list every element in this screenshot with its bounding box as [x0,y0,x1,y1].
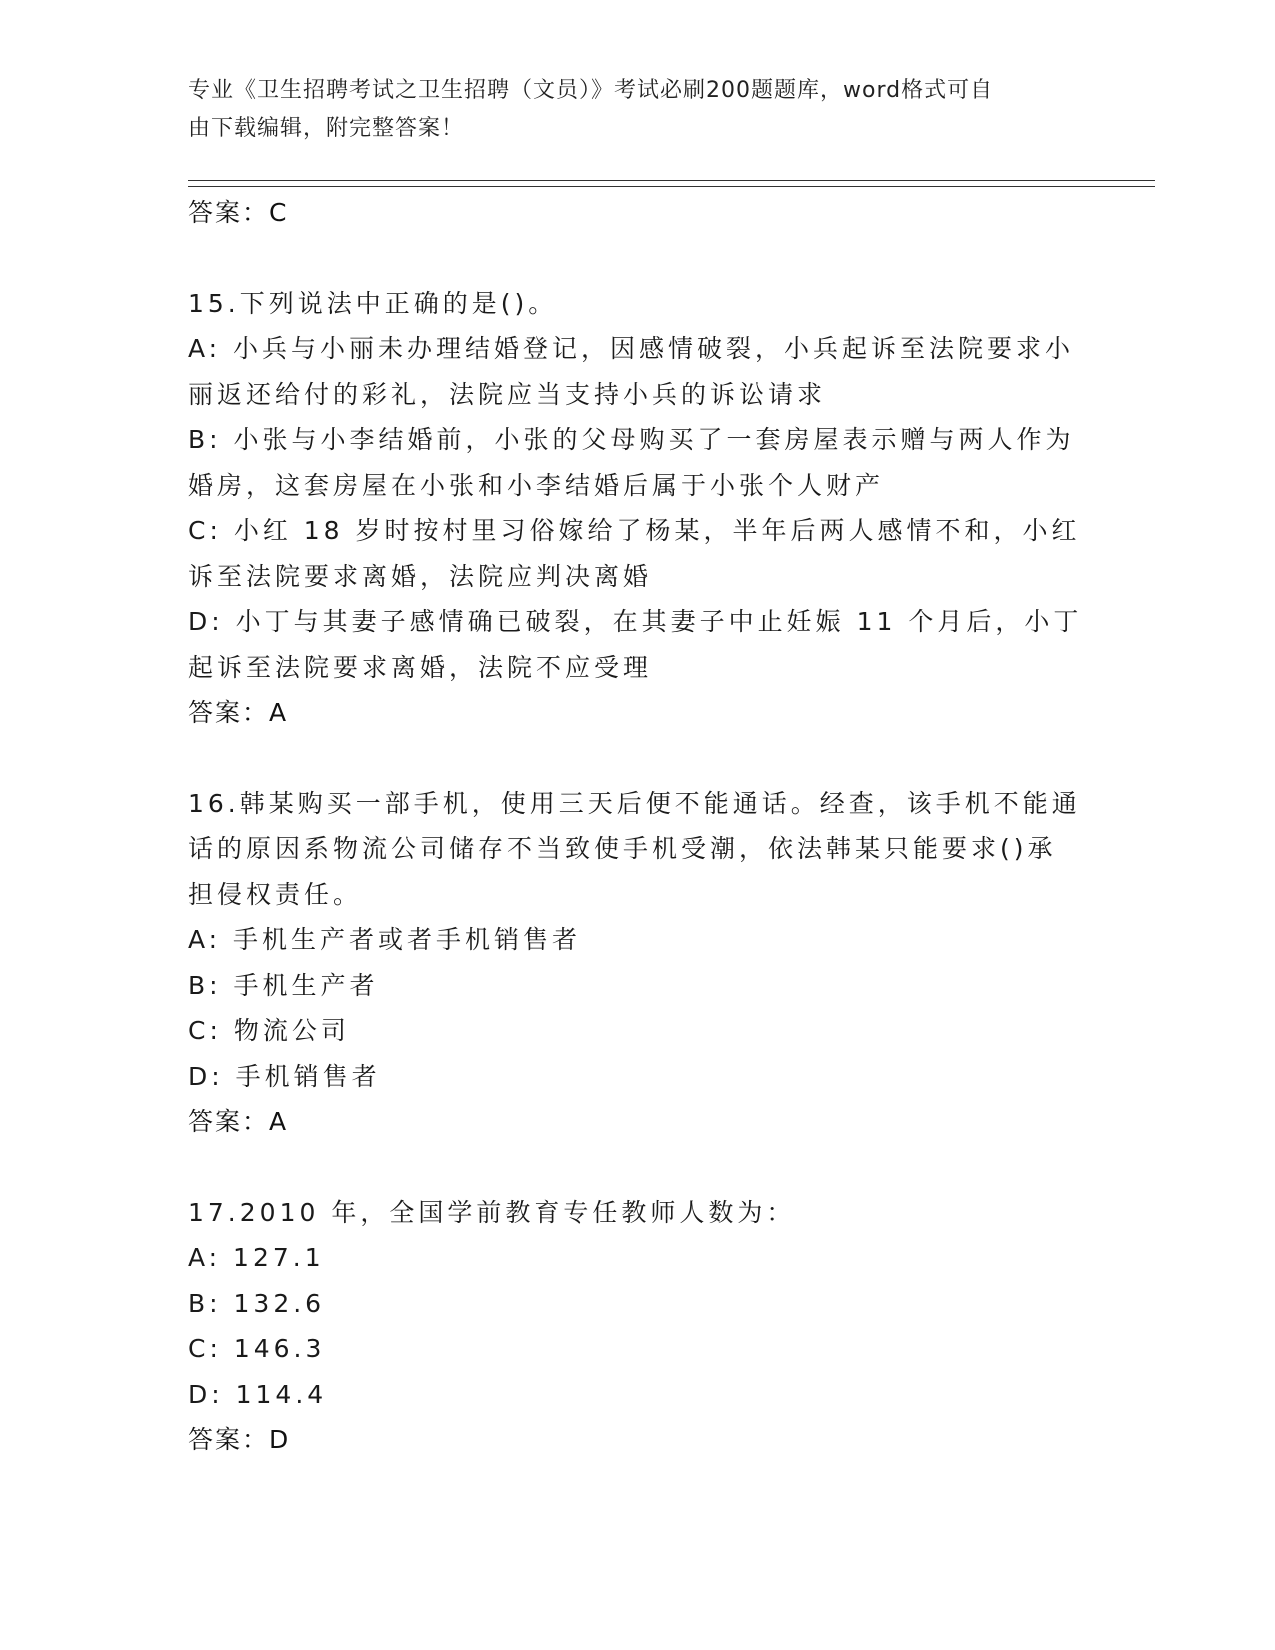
option-text: 婚房，这套房屋在小张和小李结婚后属于小张个人财产 [188,470,885,500]
option-d [188,599,1088,690]
header-line-1: 专业《卫生招聘考试之卫生招聘（文员）》考试必刷200题题库，word格式可自 [188,78,994,103]
answer-line: 答案：C [188,198,289,227]
question-stem: 话的原因系物流公司储存不当致使手机受潮，依法韩某只能要求()承 [188,834,1057,863]
option-b: B: 手机生产者 [188,970,379,1000]
option-a: A: 127.1 [188,1243,325,1272]
question-17 [188,1190,1088,1463]
option-c [188,508,1088,599]
option-a [188,326,1088,417]
option-d: D: 114.4 [188,1379,328,1409]
question-15 [188,281,1088,736]
spacer [188,1145,1088,1190]
answer-line: 答案：A [188,698,289,727]
option-text: 诉至法院要求离婚，法院应判决离婚 [188,561,653,591]
option-text: 丽返还给付的彩礼，法院应当支持小兵的诉讼请求 [188,379,827,409]
option-text: C: 小红 18 岁时按村里习俗嫁给了杨某，半年后两人感情不和，小红 [188,516,1081,545]
option-c: C: 物流公司 [188,1016,350,1045]
option-text: 起诉至法院要求离婚，法院不应受理 [188,652,653,682]
header-divider [188,180,1155,187]
header-line-2: 由下载编辑，附完整答案！ [188,116,465,141]
question-stem: 担侵权责任。 [188,879,363,909]
spacer [188,736,1088,781]
option-text: B: 小张与小李结婚前，小张的父母购买了一套房屋表示赠与两人作为 [188,425,1075,454]
option-text: A: 小兵与小丽未办理结婚登记，因感情破裂，小兵起诉至法院要求小 [188,334,1075,363]
answer-line: 答案：D [188,1425,291,1454]
question-stem: 16.韩某购买一部手机，使用三天后便不能通话。经查，该手机不能通 [188,788,1081,818]
option-b: B: 132.6 [188,1288,326,1318]
option-text: D: 小丁与其妻子感情确已破裂，在其妻子中止妊娠 11 个月后，小丁 [188,607,1083,636]
option-c: C: 146.3 [188,1334,326,1363]
document-body [188,190,1088,1463]
option-a: A: 手机生产者或者手机销售者 [188,925,582,954]
option-d: D: 手机销售者 [188,1061,381,1091]
answer-line: 答案：A [188,1107,289,1136]
question-stem: 17.2010 年，全国学前教育专任教师人数为： [188,1197,796,1227]
question-stem: 15.下列说法中正确的是()。 [188,288,558,318]
option-b [188,417,1088,508]
question-16 [188,781,1088,1145]
spacer [188,236,1088,281]
document-header [188,72,1068,148]
